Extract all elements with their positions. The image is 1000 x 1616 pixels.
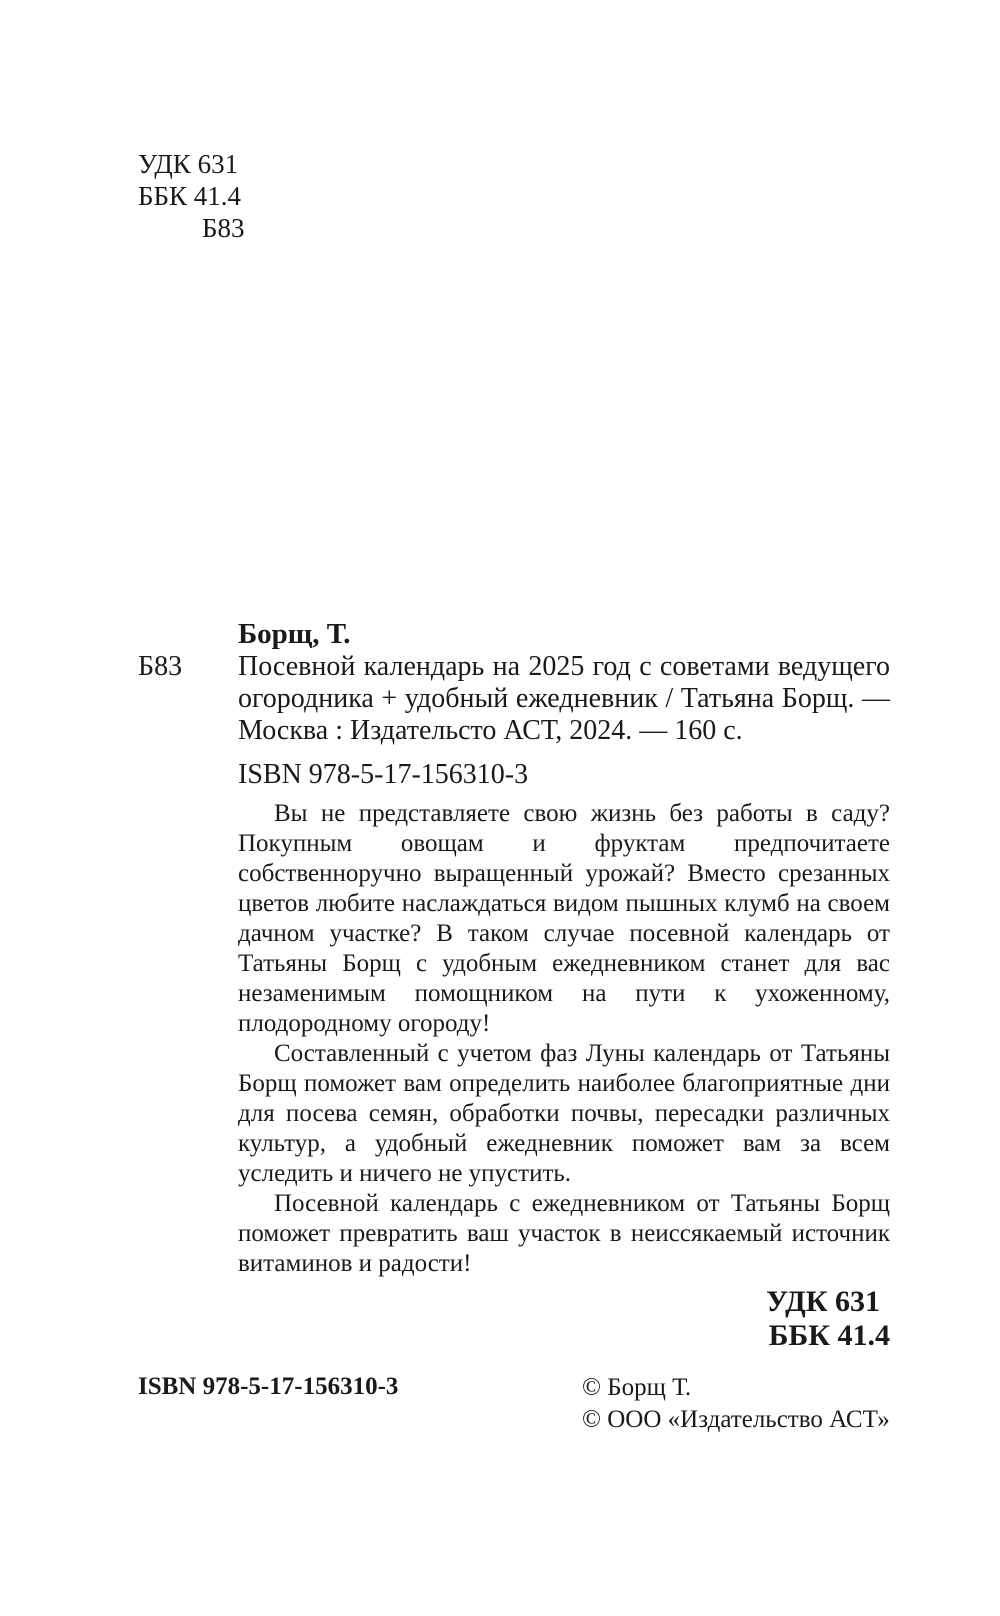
- copyright-block: [582, 1372, 890, 1436]
- bibliographic-record: [138, 617, 890, 1353]
- top-bbk: ББК 41.4: [138, 181, 242, 211]
- record-annotation: [238, 799, 890, 1279]
- record-udk: УДК 631: [766, 1285, 880, 1318]
- record-description-block: [138, 651, 890, 747]
- record-description: Посевной календарь на 2025 год с советами ведущего огородника + удобный ежедневник / Татьяна Борщ. — Москва : Издательсто АСТ, 2024. — 160 с.: [238, 651, 890, 746]
- annotation-paragraph: Составленный с учетом фаз Луны календарь от Татьяны Борщ поможет вам определить наиболее благоприятные дни для посева семян, обработки почвы, пересадки различных культур, а удобный ежедневник поможет вам за всем уследить и ничего не упустить.: [238, 1040, 890, 1187]
- top-classification-codes: [138, 148, 245, 244]
- footer-isbn: ISBN 978-5-17-156310-3: [138, 1373, 399, 1400]
- record-author: Борщ, Т.: [238, 618, 351, 650]
- record-bbk: ББК 41.4: [768, 1319, 890, 1352]
- top-udk: УДК 631: [138, 149, 239, 179]
- record-classification: [138, 1285, 890, 1353]
- copyright-publisher: © ООО «Издательство АСТ»: [582, 1406, 890, 1433]
- annotation-paragraph: Посевной календарь с ежедневником от Татьяны Борщ поможет превратить ваш участок в неиссякаемый источник витаминов и радости!: [238, 1190, 890, 1277]
- annotation-paragraph: Вы не представляете свою жизнь без работы в саду? Покупным овощам и фруктам предпочитаете собственноручно выращенный урожай? Вместо срезанных цветов любите наслаждаться видом пышных клумб на своем дачном участке? В таком случае посевной календарь от Татьяны Борщ с удобным ежедневником станет для вас незаменимым помощником на пути к ухоженному, плодородному огороду!: [238, 800, 890, 1037]
- record-author-mark: Б83: [138, 651, 183, 682]
- copyright-author: © Борщ Т.: [582, 1374, 692, 1401]
- record-isbn: ISBN 978-5-17-156310-3: [238, 759, 529, 790]
- top-author-mark: Б83: [202, 213, 245, 243]
